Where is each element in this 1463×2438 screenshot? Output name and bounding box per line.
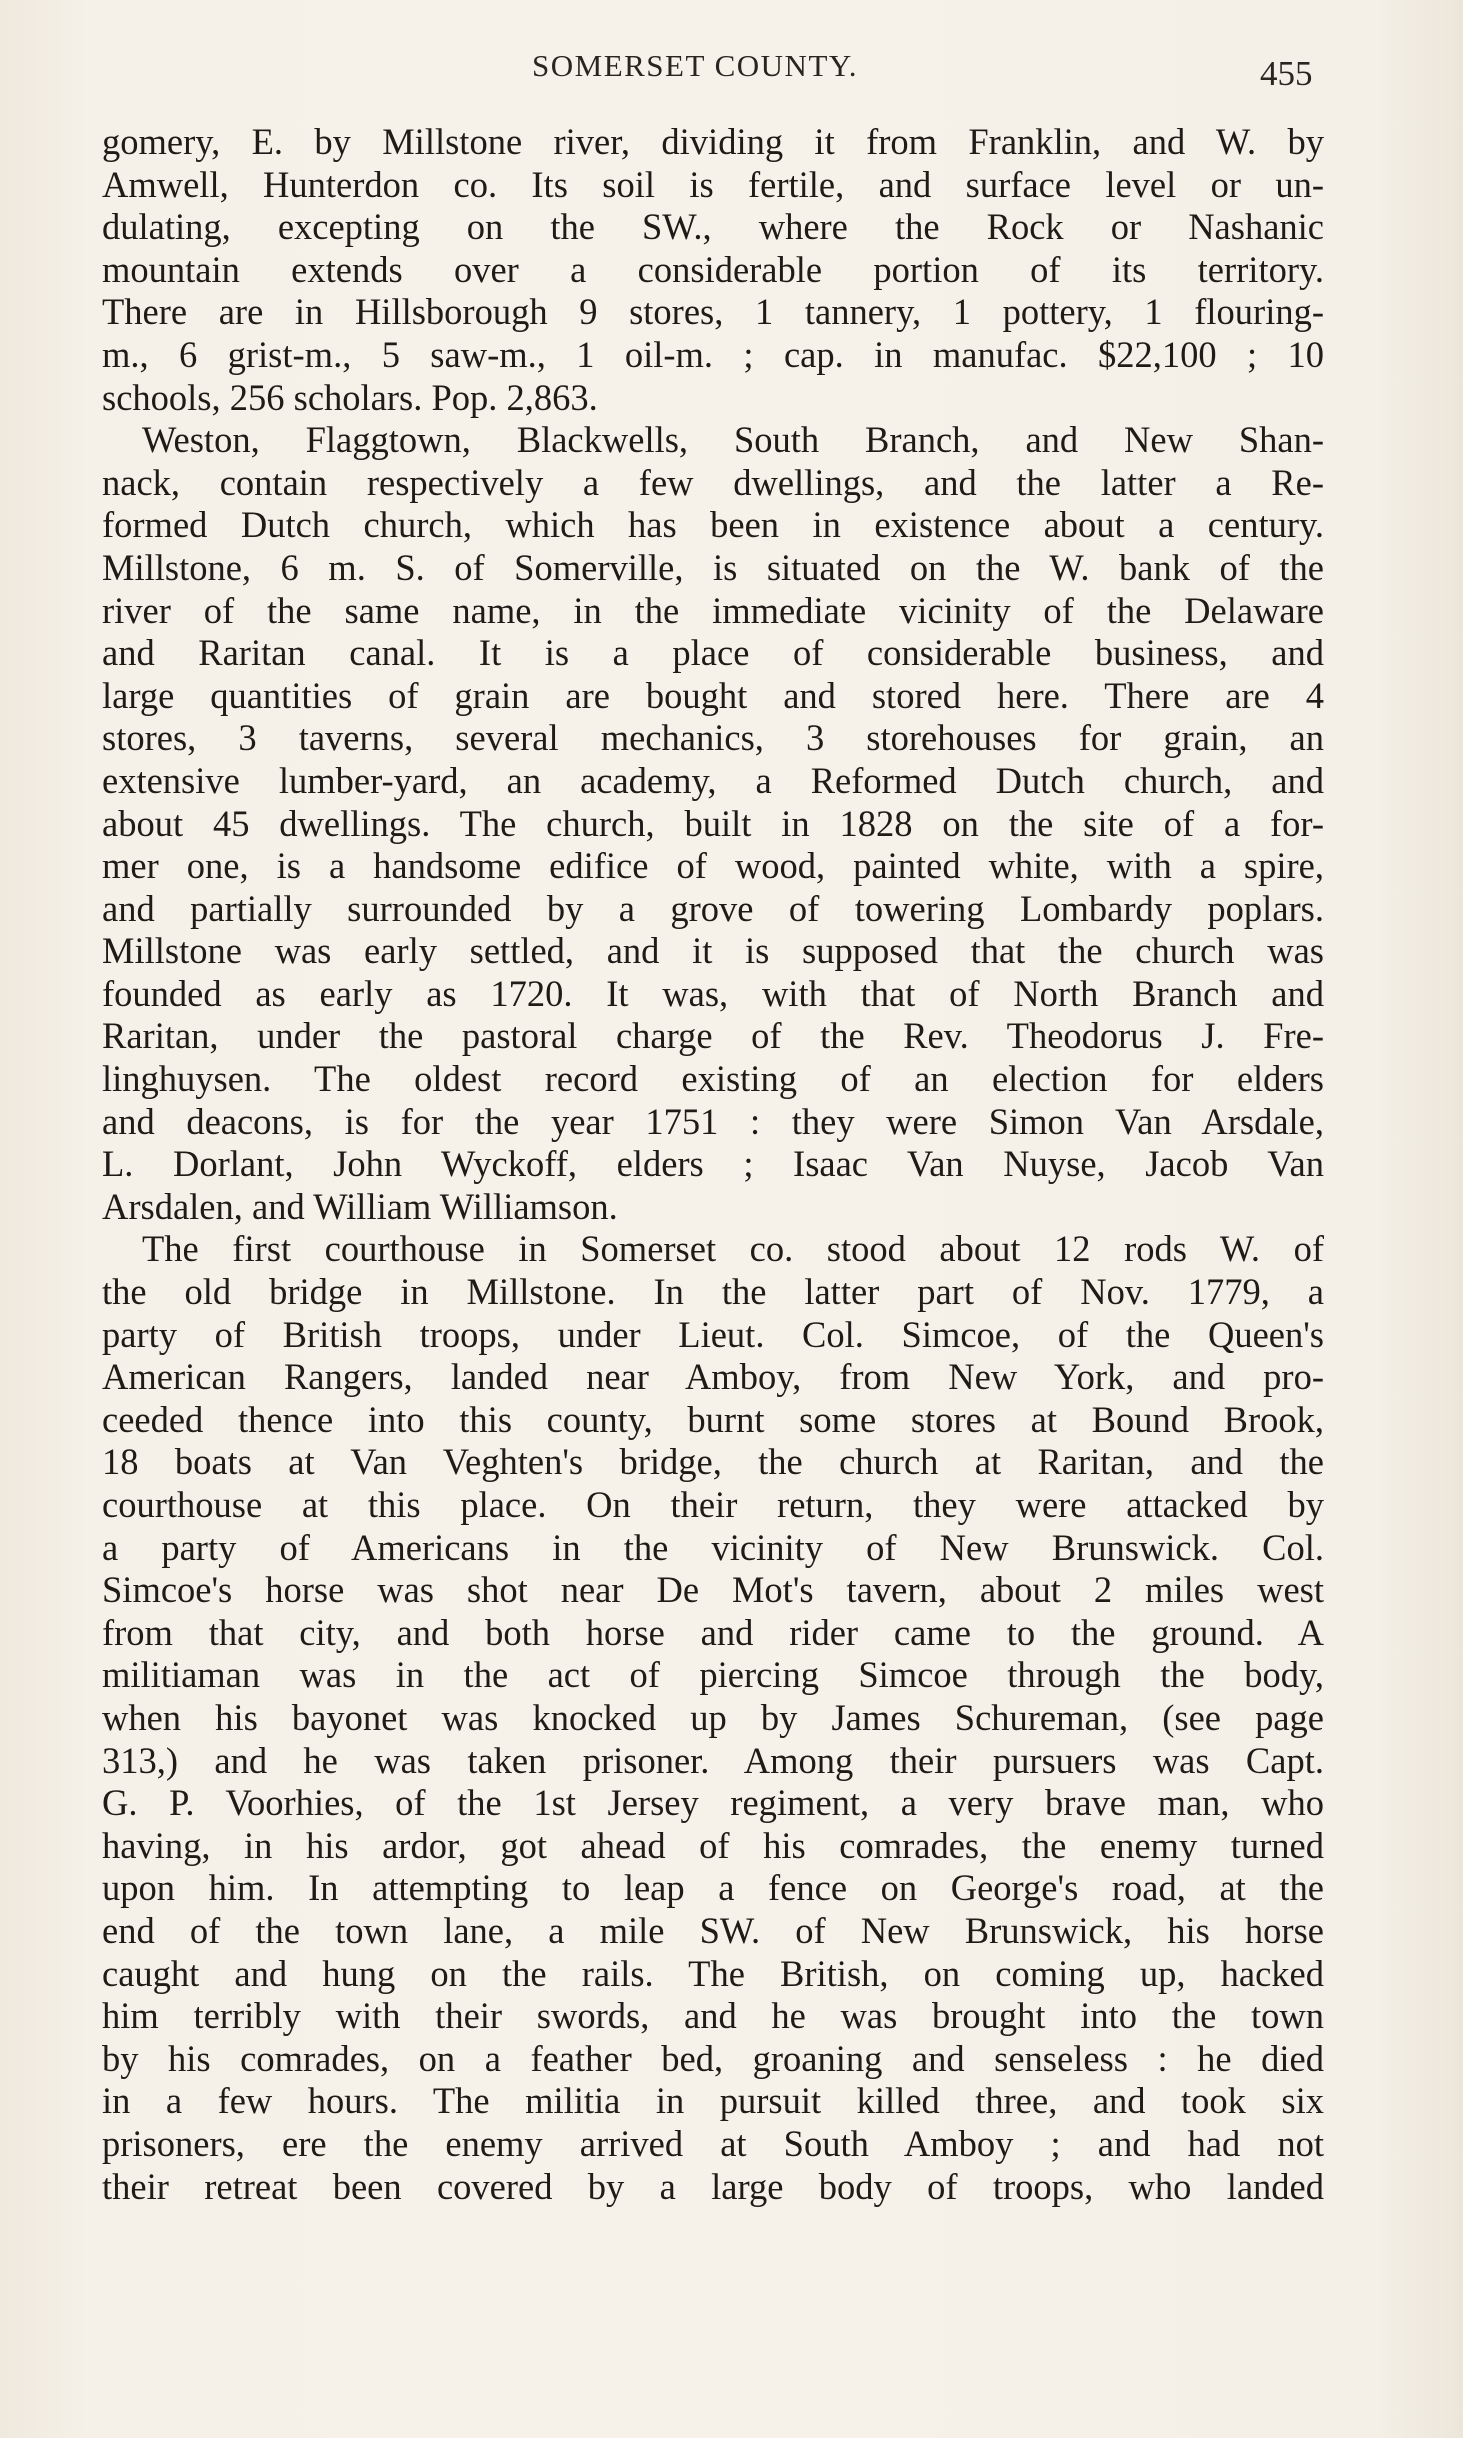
- text-line: party of British troops, under Lieut. Col. Simcoe, of the Queen's: [102, 1313, 1324, 1355]
- text-line: end of the town lane, a mile SW. of New Brunswick, his horse: [102, 1909, 1324, 1951]
- text-line: dulating, excepting on the SW., where the Rock or Nashanic: [102, 206, 1324, 248]
- text-line: Arsdalen, and William Williamson.: [102, 1185, 618, 1227]
- text-line: m., 6 grist-m., 5 saw-m., 1 oil-m. ; cap. in manufac. $22,100 ; 10: [102, 333, 1324, 375]
- running-title: SOMERSET COUNTY.: [532, 48, 859, 83]
- text-line: caught and hung on the rails. The British, on coming up, hacked: [102, 1952, 1324, 1994]
- text-line: the old bridge in Millstone. In the latter part of Nov. 1779, a: [102, 1271, 1324, 1313]
- text-line: gomery, E. by Millstone river, dividing it from Franklin, and W. by: [102, 121, 1324, 162]
- text-line: The first courthouse in Somerset co. stood about 12 rods W. of: [142, 1228, 1324, 1270]
- text-line: L. Dorlant, John Wyckoff, elders ; Isaac Van Nuyse, Jacob Van: [102, 1143, 1324, 1185]
- text-line: having, in his ardor, got ahead of his comrades, the enemy turned: [102, 1824, 1324, 1866]
- text-line: their retreat been covered by a large body of troops, who landed: [102, 2165, 1324, 2207]
- text-line: river of the same name, in the immediate vicinity of the Delaware: [102, 589, 1324, 631]
- text-line: There are in Hillsborough 9 stores, 1 tannery, 1 pottery, 1 flouring-: [102, 291, 1324, 333]
- text-line: about 45 dwellings. The church, built in 1828 on the site of a for-: [102, 802, 1324, 844]
- text-line: large quantities of grain are bought and stored here. There are 4: [102, 674, 1324, 716]
- text-line: him terribly with their swords, and he was brought into the town: [102, 1995, 1324, 2037]
- text-line: nack, contain respectively a few dwellings, and the latter a Re-: [102, 461, 1324, 503]
- text-line: extensive lumber-yard, an academy, a Reformed Dutch church, and: [102, 759, 1324, 801]
- text-line: and deacons, is for the year 1751 : they were Simon Van Arsdale,: [102, 1100, 1324, 1142]
- text-line: and Raritan canal. It is a place of considerable business, and: [102, 632, 1324, 674]
- text-line: ceeded thence into this county, burnt some stores at Bound Brook,: [102, 1398, 1324, 1440]
- text-line: upon him. In attempting to leap a fence on George's road, at the: [102, 1867, 1324, 1909]
- text-line: schools, 256 scholars. Pop. 2,863.: [102, 376, 598, 418]
- text-line: militiaman was in the act of piercing Simcoe through the body,: [102, 1654, 1324, 1696]
- text-line: linghuysen. The oldest record existing of an election for elders: [102, 1058, 1324, 1100]
- text-line: by his comrades, on a feather bed, groaning and senseless : he died: [102, 2037, 1324, 2079]
- text-line: American Rangers, landed near Amboy, from New York, and pro-: [102, 1356, 1324, 1398]
- text-line: G. P. Voorhies, of the 1st Jersey regiment, a very brave man, who: [102, 1782, 1324, 1824]
- text-line: courthouse at this place. On their return, they were attacked by: [102, 1484, 1324, 1525]
- text-line: Weston, Flaggtown, Blackwells, South Branch, and New Shan-: [142, 419, 1324, 461]
- text-line: when his bayonet was knocked up by James Schureman, (see page: [102, 1696, 1324, 1738]
- text-line: and partially surrounded by a grove of towering Lombardy poplars.: [102, 887, 1324, 929]
- text-line: stores, 3 taverns, several mechanics, 3 storehouses for grain, an: [102, 717, 1324, 759]
- text-line: Simcoe's horse was shot near De Mot's tavern, about 2 miles west: [102, 1569, 1324, 1611]
- text-line: mountain extends over a considerable portion of its territory.: [102, 248, 1324, 290]
- text-line: prisoners, ere the enemy arrived at South Amboy ; and had not: [102, 2122, 1324, 2164]
- text-line: Raritan, under the pastoral charge of the Rev. Theodorus J. Fre-: [102, 1015, 1324, 1057]
- text-line: 18 boats at Van Veghten's bridge, the church at Raritan, and the: [102, 1441, 1324, 1483]
- text-line: 313,) and he was taken prisoner. Among their pursuers was Capt.: [102, 1739, 1324, 1781]
- text-line: from that city, and both horse and rider came to the ground. A: [102, 1611, 1324, 1653]
- text-line: a party of Americans in the vicinity of New Brunswick. Col.: [102, 1526, 1324, 1568]
- text-line: Millstone was early settled, and it is supposed that the church was: [102, 930, 1324, 972]
- page-number: 455: [1260, 54, 1313, 93]
- text-line: formed Dutch church, which has been in existence about a century.: [102, 504, 1324, 546]
- text-line: Amwell, Hunterdon co. Its soil is fertile, and surface level or un-: [102, 163, 1324, 205]
- text-line: Millstone, 6 m. S. of Somerville, is situated on the W. bank of the: [102, 546, 1324, 588]
- text-line: in a few hours. The militia in pursuit killed three, and took six: [102, 2080, 1324, 2122]
- text-line: mer one, is a handsome edifice of wood, painted white, with a spire,: [102, 845, 1324, 887]
- text-line: founded as early as 1720. It was, with that of North Branch and: [102, 972, 1324, 1014]
- body-text: [102, 121, 1324, 2208]
